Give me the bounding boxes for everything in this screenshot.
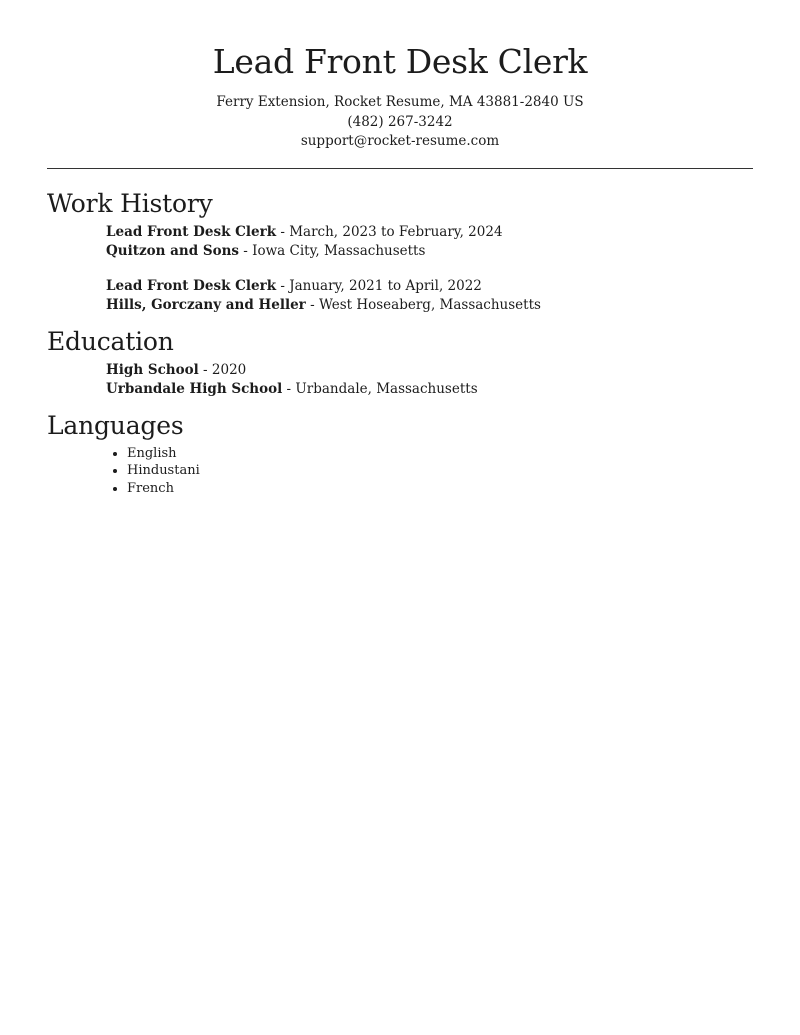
company-name: Hills, Gorczany and Heller	[106, 296, 306, 313]
company-location: - Iowa City, Massachusetts	[239, 242, 426, 259]
company-name: Quitzon and Sons	[106, 242, 239, 259]
work-entry	[106, 223, 753, 261]
contact-phone: (482) 267-3242	[347, 113, 453, 130]
education-entry	[106, 361, 753, 399]
school-name: Urbandale High School	[106, 380, 283, 397]
education-list	[47, 361, 753, 399]
education-entry-line-1	[106, 361, 753, 380]
degree: High School	[106, 361, 199, 378]
language-item: • French	[127, 480, 753, 498]
work-entry-line-1	[106, 223, 753, 242]
work-history-list	[47, 223, 753, 315]
work-history-title: Work History	[47, 188, 213, 218]
work-entry-line-1	[106, 277, 753, 296]
school-location: - Urbandale, Massachusetts	[282, 380, 478, 397]
resume-header	[47, 0, 753, 152]
company-location: - West Hoseaberg, Massachusetts	[305, 296, 541, 313]
job-dates: - March, 2023 to February, 2024	[276, 223, 503, 240]
contact-address: Ferry Extension, Rocket Resume, MA 43881-2840 US	[216, 94, 584, 110]
education-title: Education	[47, 326, 174, 356]
education-entry-line-2	[106, 380, 753, 399]
language-item: • English	[127, 445, 753, 463]
header-divider	[47, 168, 753, 169]
resume-name: Lead Front Desk Clerk	[212, 42, 588, 81]
contact-email: support@rocket-resume.com	[300, 133, 500, 149]
graduation-year: - 2020	[198, 361, 247, 378]
job-title: Lead Front Desk Clerk	[106, 277, 277, 294]
work-entry-line-2	[106, 242, 753, 261]
job-title: Lead Front Desk Clerk	[106, 223, 277, 240]
languages-list	[47, 445, 753, 498]
work-entry-line-2	[106, 296, 753, 315]
work-entry	[106, 277, 753, 315]
job-dates: - January, 2021 to April, 2022	[276, 277, 482, 294]
language-item: • Hindustani	[127, 462, 753, 480]
contact-info	[47, 93, 753, 152]
languages-title: Languages	[47, 410, 184, 440]
